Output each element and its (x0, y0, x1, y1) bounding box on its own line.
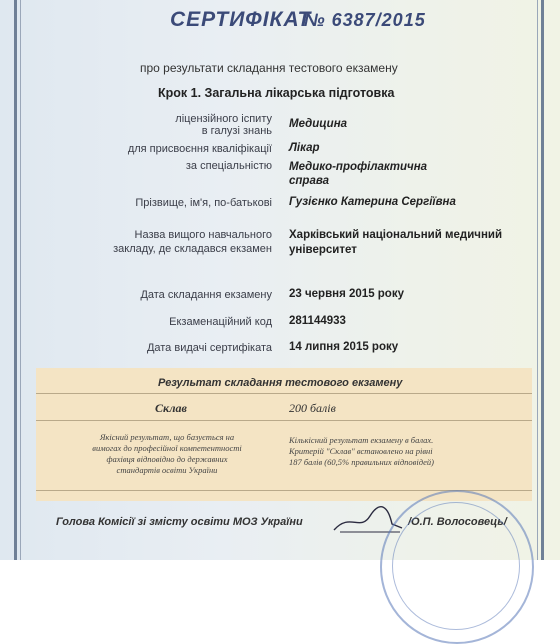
field-value-full-name: Гузієнко Катерина Сергіївна (289, 196, 456, 208)
result-score: 200 балів (289, 401, 336, 415)
signature-name: /О.П. Волосовець/ (408, 516, 507, 528)
field-value-institution: Харківський національний медичний університет (289, 229, 503, 256)
qualitative-result-text: Якісний результат, що базується на вимогах до професійної компетентності фахівця відповідно до державних стандартів освіти України (92, 432, 242, 475)
field-value-issue-date: 14 липня 2015 року (289, 341, 399, 353)
result-passed-label: Склав (155, 401, 187, 415)
certificate-number: № 6387/2015 (304, 10, 426, 30)
field-value-exam-date: 23 червня 2015 року (289, 288, 404, 300)
field-label-full-name: Прізвище, ім'я, по-батькові (135, 197, 272, 209)
field-value-knowledge-area: Медицина (289, 118, 348, 130)
field-value-qualification: Лікар (289, 142, 320, 154)
field-label-qualification: для присвоєння кваліфікації (127, 143, 272, 155)
quantitative-result-text: Кількісний результат екзамену в балах. Критерій "Склав" встановлено на рівні 187 балів (60,5% правильних відповідей) (289, 435, 434, 467)
field-label-issue-date: Дата видачі сертифіката (146, 342, 272, 354)
field-label-speciality: за спеціальністю (185, 160, 272, 172)
signature-role: Голова Комісії зі змісту освіти МОЗ України (56, 516, 303, 528)
subtitle: про результати складання тестового екзамену (140, 61, 398, 75)
exam-name: Крок 1. Загальна лікарська підготовка (158, 86, 395, 100)
field-value-exam-code: 281144933 (289, 315, 346, 327)
field-label-exam-date: Дата складання екзамену (140, 289, 272, 301)
result-divider-mid (36, 420, 532, 421)
field-value-speciality: Медико-профілактична справа (289, 161, 428, 187)
field-label-knowledge-area: ліцензійного іспиту в галузі знань (175, 113, 272, 137)
certificate-title: СЕРТИФІКАТ (170, 8, 312, 31)
field-label-institution: Назва вищого навчального закладу, де складався екзамен (113, 229, 272, 255)
official-stamp-inner-ring (392, 502, 520, 630)
result-heading: Результат складання тестового екзамену (158, 377, 403, 389)
result-divider-top (36, 393, 532, 394)
field-label-exam-code: Екзаменаційний код (169, 316, 272, 328)
